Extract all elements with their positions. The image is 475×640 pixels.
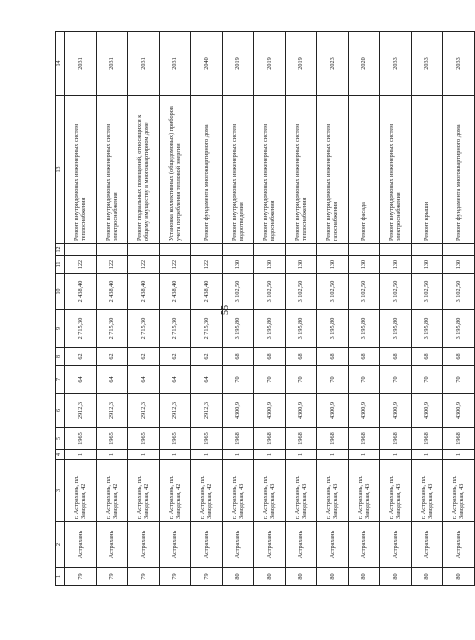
- cell-col-4: 1: [443, 450, 475, 460]
- cell-col-1: 79: [96, 568, 128, 586]
- cell-col-9: 3 195,80: [411, 310, 443, 348]
- cell-col-11: 122: [191, 256, 223, 274]
- cell-col-3: г. Астрахань, пл. Заводская, 42: [65, 460, 97, 522]
- cell-col-7: 70: [317, 366, 349, 394]
- cell-col-3: г. Астрахань, пл. Заводская, 42: [96, 460, 128, 522]
- cell-col-10: 2 438,40: [65, 274, 97, 310]
- cell-col-14: 2019: [254, 32, 286, 96]
- cell-col-9: 2 715,30: [191, 310, 223, 348]
- cell-col-14: 2023: [317, 32, 349, 96]
- cell-col-7: 70: [380, 366, 412, 394]
- cell-col-13: Ремонт внутридомовых инженерных систем теплоснабжения: [65, 96, 97, 244]
- cell-col-5: 1965: [128, 428, 160, 450]
- cell-col-10: 2 438,40: [191, 274, 223, 310]
- cell-col-3: г. Астрахань, пл. Заводская, 43: [348, 460, 380, 522]
- cell-col-9: 3 195,80: [380, 310, 412, 348]
- cell-col-12: [285, 244, 317, 256]
- cell-col-10: 3 102,50: [317, 274, 349, 310]
- cell-col-5: 1968: [380, 428, 412, 450]
- cell-col-14: 2033: [380, 32, 412, 96]
- cell-col-7: 70: [222, 366, 254, 394]
- cell-col-7: 70: [254, 366, 286, 394]
- cell-col-4: 1: [380, 450, 412, 460]
- header-row: [56, 32, 65, 586]
- cell-col-9: 2 715,30: [65, 310, 97, 348]
- cell-col-4: 1: [191, 450, 223, 460]
- cell-col-8: 68: [254, 348, 286, 366]
- cell-col-11: 122: [128, 256, 160, 274]
- cell-col-8: 68: [317, 348, 349, 366]
- cell-col-14: 2040: [191, 32, 223, 96]
- cell-col-8: 68: [348, 348, 380, 366]
- cell-col-8: 62: [65, 348, 97, 366]
- cell-col-2: Астрахань: [411, 522, 443, 568]
- cell-col-14: 2031: [65, 32, 97, 96]
- cell-col-13: Ремонт внутридомовых инженерных систем теплоснабжения: [285, 96, 317, 244]
- cell-col-10: 3 102,50: [285, 274, 317, 310]
- cell-col-9: 3 195,80: [254, 310, 286, 348]
- cell-col-12: [348, 244, 380, 256]
- cell-col-9: 3 195,80: [222, 310, 254, 348]
- cell-col-7: 70: [411, 366, 443, 394]
- column-header: 5: [56, 428, 65, 450]
- cell-col-6: 2912,3: [159, 394, 191, 428]
- cell-col-11: 130: [443, 256, 475, 274]
- page-number: 55: [220, 305, 231, 315]
- cell-col-13: Ремонт внутридомовых инженерных систем электроснабжения: [380, 96, 412, 244]
- cell-col-4: 1: [411, 450, 443, 460]
- cell-col-6: 2912,3: [128, 394, 160, 428]
- cell-col-11: 130: [380, 256, 412, 274]
- cell-col-2: Астрахань: [317, 522, 349, 568]
- table-row: [348, 32, 380, 586]
- cell-col-7: 64: [191, 366, 223, 394]
- column-header: 3: [56, 460, 65, 522]
- cell-col-4: 1: [285, 450, 317, 460]
- cell-col-3: г. Астрахань, пл. Заводская, 43: [380, 460, 412, 522]
- cell-col-14: 2019: [285, 32, 317, 96]
- cell-col-6: 4300,9: [285, 394, 317, 428]
- cell-col-5: 1968: [348, 428, 380, 450]
- cell-col-12: [96, 244, 128, 256]
- cell-col-1: 79: [159, 568, 191, 586]
- cell-col-14: 2020: [348, 32, 380, 96]
- table-row: [222, 32, 254, 586]
- repair-schedule-table: [55, 31, 475, 586]
- table-row: [96, 32, 128, 586]
- cell-col-2: Астрахань: [159, 522, 191, 568]
- cell-col-10: 2 438,40: [128, 274, 160, 310]
- cell-col-3: г. Астрахань, пл. Заводская, 43: [317, 460, 349, 522]
- cell-col-3: г. Астрахань, пл. Заводская, 43: [222, 460, 254, 522]
- cell-col-10: 3 102,50: [380, 274, 412, 310]
- column-header: 14: [56, 32, 65, 96]
- cell-col-8: 62: [191, 348, 223, 366]
- cell-col-11: 122: [96, 256, 128, 274]
- cell-col-5: 1968: [285, 428, 317, 450]
- table-row: [159, 32, 191, 586]
- cell-col-5: 1965: [159, 428, 191, 450]
- cell-col-7: 64: [65, 366, 97, 394]
- cell-col-4: 1: [65, 450, 97, 460]
- cell-col-12: [254, 244, 286, 256]
- cell-col-2: Астрахань: [191, 522, 223, 568]
- cell-col-3: г. Астрахань, пл. Заводская, 43: [285, 460, 317, 522]
- cell-col-7: 64: [128, 366, 160, 394]
- cell-col-6: 4300,9: [380, 394, 412, 428]
- cell-col-4: 1: [348, 450, 380, 460]
- cell-col-14: 2033: [443, 32, 475, 96]
- table-row: [191, 32, 223, 586]
- cell-col-6: 4300,9: [348, 394, 380, 428]
- cell-col-13: Ремонт внутридомовых инженерных систем электроснабжения: [96, 96, 128, 244]
- cell-col-8: 62: [96, 348, 128, 366]
- cell-col-5: 1968: [254, 428, 286, 450]
- cell-col-13: Ремонт фундамента многоквартирного дома: [191, 96, 223, 244]
- cell-col-9: 2 715,30: [96, 310, 128, 348]
- table-row: [317, 32, 349, 586]
- cell-col-10: 2 438,40: [96, 274, 128, 310]
- column-header: 4: [56, 450, 65, 460]
- cell-col-6: 4300,9: [411, 394, 443, 428]
- cell-col-6: 2912,3: [191, 394, 223, 428]
- cell-col-1: 80: [380, 568, 412, 586]
- cell-col-7: 70: [443, 366, 475, 394]
- cell-col-10: 3 102,50: [443, 274, 475, 310]
- cell-col-6: 4300,9: [443, 394, 475, 428]
- cell-col-12: [443, 244, 475, 256]
- cell-col-1: 80: [254, 568, 286, 586]
- cell-col-2: Астрахань: [254, 522, 286, 568]
- cell-col-12: [317, 244, 349, 256]
- cell-col-1: 80: [285, 568, 317, 586]
- cell-col-8: 68: [443, 348, 475, 366]
- cell-col-2: Астрахань: [128, 522, 160, 568]
- column-header: 1: [56, 568, 65, 586]
- column-header: 13: [56, 96, 65, 244]
- cell-col-2: Астрахань: [443, 522, 475, 568]
- cell-col-14: 2031: [128, 32, 160, 96]
- cell-col-9: 3 195,80: [443, 310, 475, 348]
- cell-col-7: 70: [285, 366, 317, 394]
- cell-col-4: 1: [317, 450, 349, 460]
- table-row: [443, 32, 475, 586]
- cell-col-11: 130: [411, 256, 443, 274]
- cell-col-6: 2912,3: [96, 394, 128, 428]
- cell-col-10: 3 102,50: [348, 274, 380, 310]
- cell-col-8: 68: [411, 348, 443, 366]
- cell-col-12: [411, 244, 443, 256]
- column-header: 7: [56, 366, 65, 394]
- cell-col-10: 2 438,40: [159, 274, 191, 310]
- cell-col-1: 80: [317, 568, 349, 586]
- cell-col-13: Ремонт внутридомовых инженерных систем водоснабжения: [254, 96, 286, 244]
- cell-col-6: 4300,9: [254, 394, 286, 428]
- cell-col-11: 130: [222, 256, 254, 274]
- cell-col-2: Астрахань: [348, 522, 380, 568]
- table-row: [254, 32, 286, 586]
- cell-col-13: Ремонт подвальных помещений, относящихся к общему имуществу в многоквартирном доме: [128, 96, 160, 244]
- column-header: 9: [56, 310, 65, 348]
- cell-col-7: 70: [348, 366, 380, 394]
- table-row: [128, 32, 160, 586]
- cell-col-8: 62: [128, 348, 160, 366]
- cell-col-9: 3 195,80: [348, 310, 380, 348]
- cell-col-12: [159, 244, 191, 256]
- cell-col-2: Астрахань: [96, 522, 128, 568]
- column-header: 12: [56, 244, 65, 256]
- cell-col-11: 122: [159, 256, 191, 274]
- cell-col-3: г. Астрахань, пл. Заводская, 43: [443, 460, 475, 522]
- cell-col-1: 79: [191, 568, 223, 586]
- cell-col-5: 1965: [96, 428, 128, 450]
- table-row: [285, 32, 317, 586]
- cell-col-5: 1968: [443, 428, 475, 450]
- column-header: 11: [56, 256, 65, 274]
- cell-col-13: Ремонт крыши: [411, 96, 443, 244]
- cell-col-1: 79: [128, 568, 160, 586]
- cell-col-1: 79: [65, 568, 97, 586]
- cell-col-4: 1: [128, 450, 160, 460]
- cell-col-12: [65, 244, 97, 256]
- cell-col-6: 4300,9: [317, 394, 349, 428]
- cell-col-11: 130: [317, 256, 349, 274]
- cell-col-12: [222, 244, 254, 256]
- cell-col-2: Астрахань: [285, 522, 317, 568]
- cell-col-11: 130: [254, 256, 286, 274]
- table-row: [380, 32, 412, 586]
- cell-col-13: Ремонт фасада: [348, 96, 380, 244]
- cell-col-13: Ремонт внутридомовых инженерных систем газоснабжения: [317, 96, 349, 244]
- cell-col-9: 3 195,80: [285, 310, 317, 348]
- cell-col-4: 1: [254, 450, 286, 460]
- cell-col-8: 68: [222, 348, 254, 366]
- cell-col-5: 1968: [317, 428, 349, 450]
- cell-col-13: Установка коллективных (общедомовых) приборов учета потребления тепловой энергии: [159, 96, 191, 244]
- cell-col-10: 3 102,50: [411, 274, 443, 310]
- column-header: 2: [56, 522, 65, 568]
- cell-col-12: [128, 244, 160, 256]
- cell-col-9: 2 715,30: [159, 310, 191, 348]
- cell-col-10: 3 102,50: [222, 274, 254, 310]
- cell-col-2: Астрахань: [222, 522, 254, 568]
- cell-col-5: 1965: [191, 428, 223, 450]
- cell-col-11: 122: [65, 256, 97, 274]
- cell-col-14: 2031: [96, 32, 128, 96]
- cell-col-9: 2 715,30: [128, 310, 160, 348]
- cell-col-6: 2912,3: [65, 394, 97, 428]
- cell-col-3: г. Астрахань, пл. Заводская, 42: [191, 460, 223, 522]
- cell-col-3: г. Астрахань, пл. Заводская, 42: [159, 460, 191, 522]
- cell-col-10: 3 102,50: [254, 274, 286, 310]
- cell-col-3: г. Астрахань, пл. Заводская, 43: [411, 460, 443, 522]
- cell-col-8: 68: [285, 348, 317, 366]
- rotated-table-frame: [55, 32, 466, 586]
- table-body: [65, 32, 475, 586]
- cell-col-2: Астрахань: [65, 522, 97, 568]
- cell-col-12: [380, 244, 412, 256]
- cell-col-5: 1968: [411, 428, 443, 450]
- cell-col-14: 2031: [159, 32, 191, 96]
- cell-col-5: 1968: [222, 428, 254, 450]
- cell-col-14: 2019: [222, 32, 254, 96]
- cell-col-5: 1965: [65, 428, 97, 450]
- cell-col-1: 80: [411, 568, 443, 586]
- column-header: 6: [56, 394, 65, 428]
- column-header: 10: [56, 274, 65, 310]
- cell-col-7: 64: [96, 366, 128, 394]
- cell-col-9: 3 195,80: [317, 310, 349, 348]
- cell-col-4: 1: [222, 450, 254, 460]
- cell-col-8: 68: [380, 348, 412, 366]
- cell-col-13: Ремонт фундамента многоквартирного дома: [443, 96, 475, 244]
- cell-col-3: г. Астрахань, пл. Заводская, 43: [254, 460, 286, 522]
- cell-col-2: Астрахань: [380, 522, 412, 568]
- cell-col-7: 64: [159, 366, 191, 394]
- cell-col-12: [191, 244, 223, 256]
- cell-col-1: 80: [443, 568, 475, 586]
- cell-col-6: 4300,9: [222, 394, 254, 428]
- cell-col-3: г. Астрахань, пл. Заводская, 42: [128, 460, 160, 522]
- cell-col-11: 130: [348, 256, 380, 274]
- table-row: [411, 32, 443, 586]
- cell-col-1: 80: [222, 568, 254, 586]
- cell-col-14: 2033: [411, 32, 443, 96]
- cell-col-11: 130: [285, 256, 317, 274]
- cell-col-4: 1: [96, 450, 128, 460]
- cell-col-13: Ремонт внутридомовых инженерных систем водоотведения: [222, 96, 254, 244]
- table-row: [65, 32, 97, 586]
- cell-col-4: 1: [159, 450, 191, 460]
- table-container: [55, 32, 466, 586]
- cell-col-1: 80: [348, 568, 380, 586]
- cell-col-8: 62: [159, 348, 191, 366]
- column-header: 8: [56, 348, 65, 366]
